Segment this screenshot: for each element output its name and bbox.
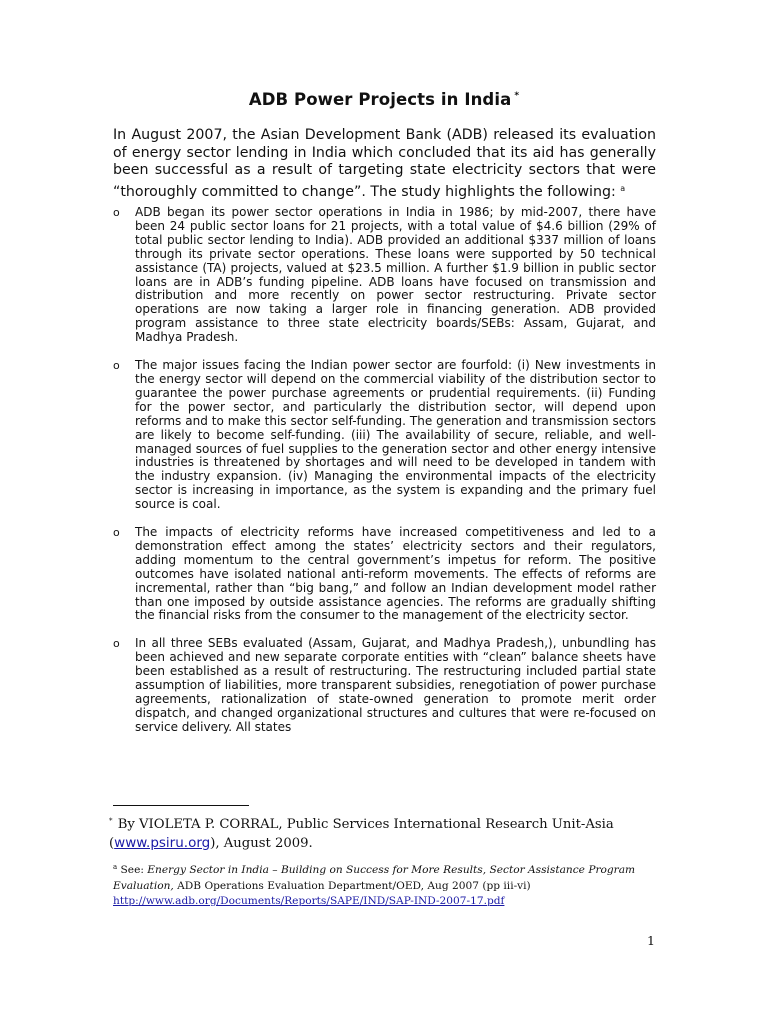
title-footnote-mark: *	[514, 91, 520, 101]
footnote-source	[113, 860, 673, 910]
footnote-source-title: Energy Sector in India – Building on Success for More Results, Sector Assistance Program Evaluation,	[113, 864, 636, 892]
bullet-text: The major issues facing the Indian power sector are fourfold: (i) New investments in the energy sector will depend on the commercial viability of the distribution sector to guarantee the power purchase agreements or prudential requirements. (ii) Funding for the power sector, and particularly the distribution sector, will depend upon reforms and to make this sector self-funding. The generation and transmission sectors are likely to become self-funding. (iii) The availability of secure, reliable, and well-managed sources of fuel supplies to the generation sector and other energy intensive industries is threatened by shortages and will need to be developed in tandem with the industry expansion. (iv) Managing the environmental impacts of the electricity sector is increasing in importance, as the system is expanding and the primary fuel source is coal.	[135, 358, 656, 512]
intro-text: In August 2007, the Asian Development Bank (ADB) released its evaluation of energy sector lending in India which concluded that its aid has generally been successful as a result of targeting state electricity sectors that were “thoroughly committed to change”. The study highlights the following:	[113, 127, 656, 200]
footnote-divider	[113, 805, 249, 806]
bullet-text: ADB began its power sector operations in India in 1986; by mid-2007, there have been 24 public sector loans for 21 projects, with a total value of $4.6 billion (29% of total public sector lending to India). ADB provided an additional $337 million of loans through its private sector operations. These loans were supported by 50 technical assistance (TA) projects, valued at $23.5 million. A further $1.9 billion in public sector loans are in ADB’s funding pipeline. ADB loans have focused on transmission and distribution and more recently on power sector restructuring. Private sector operations are now taking a larger role in financing generation. ADB provided program assistance to three state electricity boards/SEBs: Assam, Gujarat, and Madhya Pradesh.	[135, 205, 656, 345]
bullet-item	[113, 526, 656, 623]
bullet-marker: o	[113, 359, 120, 373]
page-title	[0, 90, 768, 109]
footnote-author	[109, 812, 669, 853]
footnote-mark: a	[113, 863, 118, 871]
title-text: ADB Power Projects in India	[248, 90, 512, 109]
bullet-marker: o	[113, 637, 120, 651]
intro-paragraph	[113, 127, 656, 201]
bullet-item	[113, 359, 656, 512]
footnote-mark: *	[109, 817, 113, 825]
footnote-author-text: By VIOLETA P. CORRAL, Public Services International Research Unit-Asia (	[109, 817, 614, 851]
bullet-text: The impacts of electricity reforms have increased competitiveness and led to a demonstration effect among the states’ electricity sectors and their regulators, adding momentum to the central government’s impetus for reform. The positive outcomes have isolated national anti-reform movements. The effects of reforms are incremental, rather than “big bang,” and follow an Indian development model rather than one imposed by outside assistance agencies. The reforms are gradually shifting the financial risks from the consumer to the management of the electricity sector.	[135, 525, 656, 623]
page-number: 1	[647, 933, 655, 948]
psiru-link[interactable]: www.psiru.org	[114, 835, 211, 851]
bullet-item	[113, 637, 656, 734]
intro-footnote-mark: a	[620, 183, 626, 193]
bullet-list	[113, 206, 656, 749]
bullet-marker: o	[113, 206, 120, 219]
footnote-author-date: ), August 2009.	[210, 836, 313, 851]
footnote-source-details: ADB Operations Evaluation Department/OED, Aug 2007 (pp iii-vi)	[173, 879, 531, 892]
bullet-marker: o	[113, 526, 120, 540]
adb-report-link[interactable]: http://www.adb.org/Documents/Reports/SAPE/IND/SAP-IND-2007-17.pdf	[113, 895, 505, 907]
bullet-text: In all three SEBs evaluated (Assam, Gujarat, and Madhya Pradesh,), unbundling has been achieved and new separate corporate entities with “clean” balance sheets have been established as a result of restructuring. The restructuring included partial state assumption of liabilities, more transparent subsidies, renegotiation of power purchase agreements, rationalization of state-owned generation to promote merit order dispatch, and changed organizational structures and cultures that were re-focused on service delivery. All states	[135, 636, 656, 734]
bullet-item	[113, 206, 656, 345]
footnote-see: See:	[117, 864, 148, 876]
